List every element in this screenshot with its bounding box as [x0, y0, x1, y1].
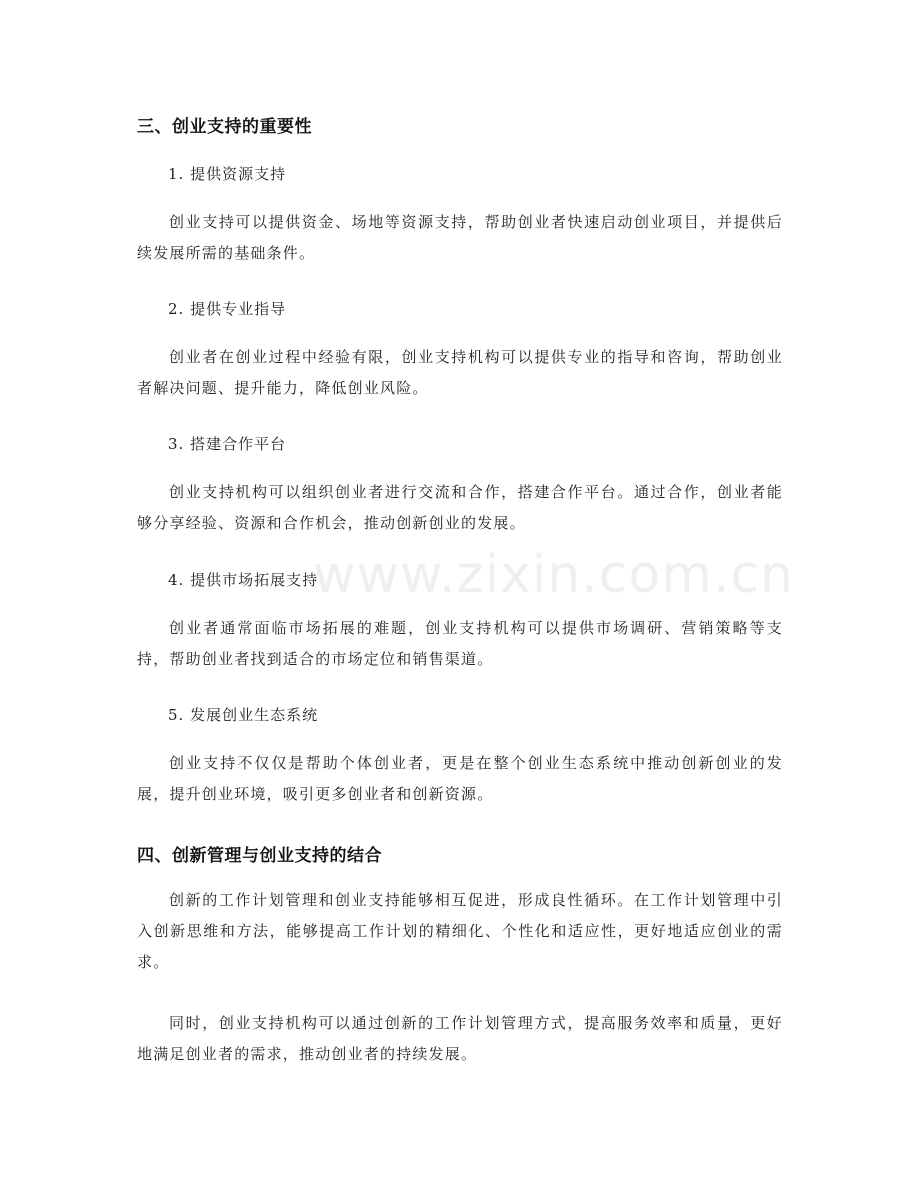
- section-heading-4: 四、创新管理与创业支持的结合: [137, 846, 382, 866]
- paragraph-2: 创业者在创业过程中经验有限，创业支持机构可以提供专业的指导和咨询，帮助创业者解决问题、提升能力，降低创业风险。: [137, 348, 783, 397]
- watermark: www.zixin.com.cn: [313, 545, 794, 605]
- paragraph-6: 创新的工作计划管理和创业支持能够相互促进，形成良性循环。在工作计划管理中引入创新思维和方法，能够提高工作计划的精细化、个性化和适应性，更好地适应创业的需求。: [137, 891, 783, 971]
- subheading-1: 1. 提供资源支持: [168, 165, 287, 183]
- section-heading-3: 三、创业支持的重要性: [137, 117, 312, 137]
- subheading-4: 4. 提供市场拓展支持: [168, 571, 319, 589]
- paragraph-5: 创业支持不仅仅是帮助个体创业者，更是在整个创业生态系统中推动创新创业的发展，提升创业环境，吸引更多创业者和创新资源。: [137, 754, 783, 803]
- subheading-2: 2. 提供专业指导: [168, 300, 287, 318]
- paragraph-4: 创业者通常面临市场拓展的难题，创业支持机构可以提供市场调研、营销策略等支持，帮助创业者找到适合的市场定位和销售渠道。: [137, 619, 783, 668]
- subheading-3: 3. 搭建合作平台: [168, 435, 287, 453]
- paragraph-3: 创业支持机构可以组织创业者进行交流和合作，搭建合作平台。通过合作，创业者能够分享经验、资源和合作机会，推动创新创业的发展。: [137, 483, 783, 532]
- paragraph-1: 创业支持可以提供资金、场地等资源支持，帮助创业者快速启动创业项目，并提供后续发展所需的基础条件。: [137, 213, 783, 262]
- paragraph-7: 同时，创业支持机构可以通过创新的工作计划管理方式，提高服务效率和质量，更好地满足创业者的需求，推动创业者的持续发展。: [137, 1014, 783, 1063]
- subheading-5: 5. 发展创业生态系统: [168, 706, 319, 724]
